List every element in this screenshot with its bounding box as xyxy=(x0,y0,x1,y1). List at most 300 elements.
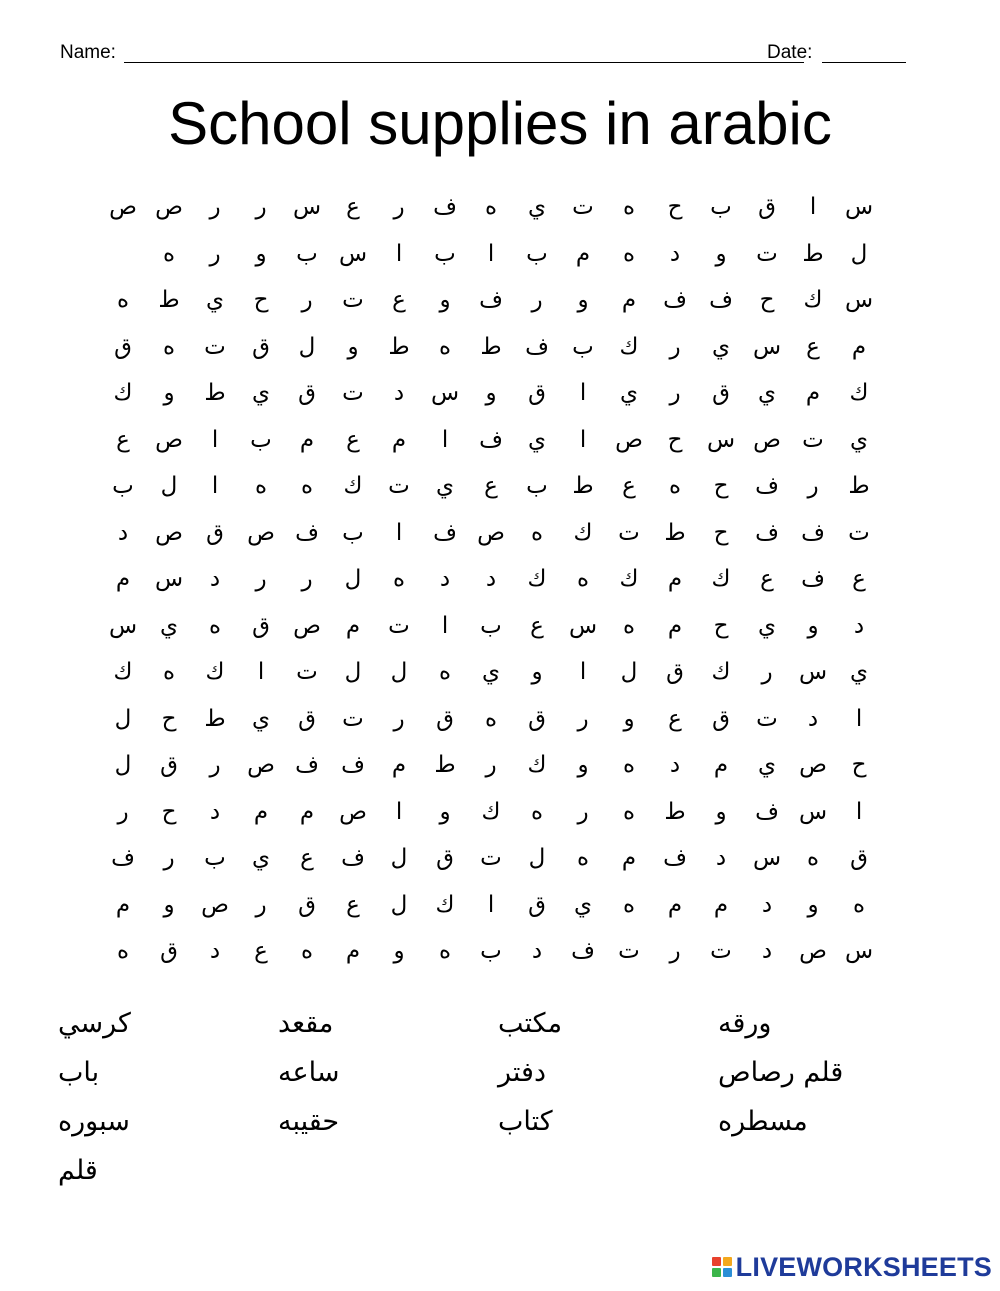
word-search-grid[interactable] xyxy=(100,184,882,975)
grid-cell[interactable]: ك xyxy=(849,380,869,407)
grid-cell[interactable]: ي xyxy=(574,891,593,918)
grid-cell[interactable]: ص xyxy=(753,426,781,453)
grid-cell[interactable]: ط xyxy=(802,240,824,267)
grid-cell[interactable]: ك xyxy=(711,659,731,686)
grid-cell[interactable]: ر xyxy=(531,287,543,314)
grid-cell[interactable]: ب xyxy=(480,938,502,965)
grid-cell[interactable]: ت xyxy=(342,287,364,314)
grid-cell[interactable]: ر xyxy=(577,705,589,732)
grid-cell[interactable]: ي xyxy=(436,473,455,500)
grid-cell[interactable]: م xyxy=(253,798,269,825)
grid-cell[interactable]: و xyxy=(623,705,635,732)
grid-cell[interactable]: ي xyxy=(758,752,777,779)
grid-cell[interactable]: ص xyxy=(477,519,505,546)
grid-cell[interactable]: ط xyxy=(388,333,410,360)
grid-cell[interactable]: ع xyxy=(116,426,130,453)
grid-cell[interactable]: ي xyxy=(758,612,777,639)
grid-cell[interactable]: ر xyxy=(301,287,313,314)
grid-cell[interactable]: ر xyxy=(669,380,681,407)
grid-cell[interactable]: ص xyxy=(799,752,827,779)
grid-cell[interactable]: ص xyxy=(109,194,137,221)
grid-cell[interactable]: م xyxy=(115,891,131,918)
grid-cell[interactable]: ط xyxy=(204,380,226,407)
grid-cell[interactable]: ه xyxy=(622,240,636,267)
grid-cell[interactable]: ص xyxy=(339,798,367,825)
grid-cell[interactable]: ع xyxy=(806,333,820,360)
grid-cell[interactable]: ك xyxy=(619,333,639,360)
grid-cell[interactable]: م xyxy=(391,426,407,453)
grid-cell[interactable]: ل xyxy=(528,845,546,872)
grid-cell[interactable]: ف xyxy=(341,752,365,779)
grid-cell[interactable]: ك xyxy=(619,566,639,593)
grid-cell[interactable]: ح xyxy=(667,194,683,221)
grid-cell[interactable]: و xyxy=(255,240,267,267)
grid-cell[interactable]: ف xyxy=(571,938,595,965)
grid-cell[interactable]: د xyxy=(485,566,497,593)
grid-cell[interactable]: ا xyxy=(395,240,403,267)
grid-cell[interactable]: ه xyxy=(622,752,636,779)
grid-cell[interactable]: ا xyxy=(395,798,403,825)
grid-cell[interactable]: ط xyxy=(204,705,226,732)
grid-cell[interactable]: ه xyxy=(484,194,498,221)
grid-cell[interactable]: ح xyxy=(667,426,683,453)
grid-cell[interactable]: ل xyxy=(390,891,408,918)
grid-cell[interactable]: م xyxy=(299,426,315,453)
grid-cell[interactable]: ر xyxy=(393,705,405,732)
grid-cell[interactable]: ح xyxy=(713,612,729,639)
grid-cell[interactable]: د xyxy=(209,798,221,825)
grid-cell[interactable]: ي xyxy=(528,426,547,453)
grid-cell[interactable]: ع xyxy=(852,566,866,593)
grid-cell[interactable]: ا xyxy=(579,380,587,407)
grid-cell[interactable]: د xyxy=(761,938,773,965)
grid-cell[interactable]: ف xyxy=(479,426,503,453)
grid-cell[interactable]: ل xyxy=(390,845,408,872)
grid-cell[interactable]: ا xyxy=(441,612,449,639)
grid-cell[interactable]: ي xyxy=(482,659,501,686)
grid-cell[interactable]: ك xyxy=(481,798,501,825)
grid-cell[interactable]: ا xyxy=(487,891,495,918)
grid-cell[interactable]: ط xyxy=(158,287,180,314)
grid-cell[interactable]: ص xyxy=(799,938,827,965)
grid-cell[interactable]: ص xyxy=(293,612,321,639)
grid-cell[interactable]: ي xyxy=(252,380,271,407)
grid-cell[interactable]: ا xyxy=(395,519,403,546)
grid-cell[interactable]: ا xyxy=(211,426,219,453)
grid-cell[interactable]: م xyxy=(805,380,821,407)
grid-cell[interactable]: ه xyxy=(162,659,176,686)
grid-cell[interactable]: ب xyxy=(710,194,732,221)
grid-cell[interactable]: و xyxy=(393,938,405,965)
grid-cell[interactable]: ه xyxy=(622,194,636,221)
grid-cell[interactable]: س xyxy=(844,938,874,965)
grid-cell[interactable]: ف xyxy=(433,519,457,546)
grid-cell[interactable]: ه xyxy=(668,473,682,500)
grid-cell[interactable]: ا xyxy=(441,426,449,453)
grid-cell[interactable]: ف xyxy=(755,798,779,825)
grid-cell[interactable]: ط xyxy=(434,752,456,779)
grid-cell[interactable]: ا xyxy=(211,473,219,500)
grid-cell[interactable]: م xyxy=(575,240,591,267)
grid-cell[interactable]: ت xyxy=(480,845,502,872)
word-bank-item: دفتر xyxy=(498,1057,546,1088)
grid-cell[interactable]: ر xyxy=(117,798,129,825)
grid-cell[interactable]: ت xyxy=(342,380,364,407)
grid-cell[interactable]: ل xyxy=(344,566,362,593)
grid-cell[interactable]: ق xyxy=(298,380,316,407)
grid-cell[interactable]: ل xyxy=(298,333,316,360)
grid-cell[interactable]: ك xyxy=(711,566,731,593)
grid-cell[interactable]: ي xyxy=(252,845,271,872)
grid-cell[interactable]: ع xyxy=(346,891,360,918)
grid-cell[interactable]: ص xyxy=(247,752,275,779)
grid-cell[interactable]: ت xyxy=(802,426,824,453)
grid-cell[interactable]: ه xyxy=(530,519,544,546)
grid-cell[interactable]: ا xyxy=(579,426,587,453)
grid-cell[interactable]: ب xyxy=(112,473,134,500)
grid-cell[interactable]: ك xyxy=(343,473,363,500)
grid-cell[interactable]: ع xyxy=(622,473,636,500)
grid-cell[interactable]: ر xyxy=(255,891,267,918)
grid-cell[interactable]: د xyxy=(117,519,129,546)
grid-cell[interactable]: ر xyxy=(209,194,221,221)
grid-cell[interactable] xyxy=(100,231,146,278)
grid-cell[interactable]: م xyxy=(667,566,683,593)
grid-cell[interactable]: ل xyxy=(114,752,132,779)
grid-cell[interactable]: س xyxy=(430,380,460,407)
grid-cell[interactable]: ص xyxy=(247,519,275,546)
grid-cell[interactable]: ط xyxy=(572,473,594,500)
grid-cell[interactable]: د xyxy=(761,891,773,918)
grid-cell[interactable]: س xyxy=(844,194,874,221)
grid-cell[interactable]: ع xyxy=(392,287,406,314)
grid-cell[interactable]: ح xyxy=(161,705,177,732)
grid-cell[interactable]: ه xyxy=(622,612,636,639)
grid-cell[interactable]: ك xyxy=(435,891,455,918)
grid-cell[interactable]: ك xyxy=(113,659,133,686)
grid-cell[interactable]: ر xyxy=(255,194,267,221)
grid-cell[interactable]: ل xyxy=(114,705,132,732)
grid-cell[interactable]: ع xyxy=(254,938,268,965)
grid-cell[interactable]: ص xyxy=(155,519,183,546)
grid-cell[interactable]: ح xyxy=(713,519,729,546)
grid-cell[interactable]: س xyxy=(338,240,368,267)
grid-cell[interactable]: س xyxy=(752,333,782,360)
grid-cell[interactable]: ر xyxy=(485,752,497,779)
grid-cell[interactable]: س xyxy=(108,612,138,639)
grid-cell[interactable]: ق xyxy=(712,380,730,407)
grid-cell[interactable]: م xyxy=(621,845,637,872)
grid-cell[interactable]: ل xyxy=(390,659,408,686)
grid-cell[interactable]: ع xyxy=(346,194,360,221)
grid-cell[interactable]: ف xyxy=(433,194,457,221)
grid-cell[interactable]: ك xyxy=(113,380,133,407)
grid-cell[interactable]: ق xyxy=(160,938,178,965)
grid-cell[interactable]: ر xyxy=(669,938,681,965)
grid-cell[interactable]: ل xyxy=(344,659,362,686)
grid-cell[interactable]: ل xyxy=(850,240,868,267)
grid-cell[interactable]: ق xyxy=(850,845,868,872)
logo-square xyxy=(723,1268,732,1277)
grid-cell[interactable]: ك xyxy=(527,566,547,593)
grid-cell[interactable]: ب xyxy=(204,845,226,872)
grid-cell[interactable]: ح xyxy=(759,287,775,314)
grid-cell[interactable]: ه xyxy=(438,938,452,965)
grid-cell[interactable]: ق xyxy=(712,705,730,732)
grid-cell[interactable]: ه xyxy=(576,566,590,593)
grid-cell[interactable]: ع xyxy=(346,426,360,453)
grid-cell[interactable]: ت xyxy=(756,705,778,732)
grid-cell[interactable]: ط xyxy=(480,333,502,360)
grid-cell[interactable]: ص xyxy=(155,426,183,453)
grid-cell[interactable]: و xyxy=(577,287,589,314)
grid-cell[interactable]: ه xyxy=(806,845,820,872)
grid-cell[interactable]: ر xyxy=(301,566,313,593)
grid-cell[interactable]: ت xyxy=(342,705,364,732)
grid-cell[interactable]: ط xyxy=(664,798,686,825)
grid-cell[interactable]: ف xyxy=(295,519,319,546)
grid-cell[interactable]: ق xyxy=(160,752,178,779)
grid-cell[interactable]: ي xyxy=(712,333,731,360)
date-input-line[interactable] xyxy=(822,62,906,63)
grid-cell[interactable]: ر xyxy=(669,333,681,360)
grid-cell[interactable]: ف xyxy=(755,473,779,500)
grid-cell[interactable]: د xyxy=(209,938,221,965)
grid-cell[interactable]: ع xyxy=(668,705,682,732)
grid-cell[interactable]: س xyxy=(752,845,782,872)
grid-cell[interactable]: ط xyxy=(848,473,870,500)
grid-cell[interactable]: ب xyxy=(480,612,502,639)
grid-cell[interactable]: ت xyxy=(388,612,410,639)
grid-cell[interactable]: ق xyxy=(528,705,546,732)
grid-cell[interactable]: و xyxy=(485,380,497,407)
grid-cell[interactable]: ي xyxy=(160,612,179,639)
grid-cell[interactable]: د xyxy=(439,566,451,593)
grid-cell[interactable]: ا xyxy=(487,240,495,267)
grid-cell[interactable]: ا xyxy=(809,194,817,221)
grid-cell[interactable]: ح xyxy=(161,798,177,825)
word-bank-item: كتاب xyxy=(498,1106,553,1137)
grid-cell[interactable]: د xyxy=(669,752,681,779)
grid-cell[interactable]: ف xyxy=(525,333,549,360)
grid-cell[interactable]: و xyxy=(163,380,175,407)
grid-cell[interactable]: و xyxy=(715,240,727,267)
grid-cell[interactable]: ر xyxy=(255,566,267,593)
grid-cell[interactable]: ع xyxy=(300,845,314,872)
grid-cell[interactable]: د xyxy=(853,612,865,639)
grid-cell[interactable]: ر xyxy=(761,659,773,686)
grid-cell[interactable]: م xyxy=(667,891,683,918)
word-bank-item: مقعد xyxy=(278,1008,334,1039)
grid-cell[interactable]: ص xyxy=(201,891,229,918)
grid-cell[interactable]: ف xyxy=(755,519,779,546)
grid-cell[interactable]: ر xyxy=(209,240,221,267)
grid-cell[interactable]: ف xyxy=(111,845,135,872)
grid-cell[interactable]: ه xyxy=(300,938,314,965)
grid-cell[interactable]: ب xyxy=(296,240,318,267)
grid-cell[interactable]: م xyxy=(667,612,683,639)
liveworksheets-logo xyxy=(712,1252,992,1282)
grid-cell[interactable]: م xyxy=(115,566,131,593)
grid-cell[interactable]: ي xyxy=(850,426,869,453)
grid-cell[interactable]: ك xyxy=(803,287,823,314)
grid-cell[interactable]: ر xyxy=(209,752,221,779)
grid-cell[interactable]: و xyxy=(715,798,727,825)
grid-cell[interactable]: ي xyxy=(758,380,777,407)
grid-cell[interactable]: ك xyxy=(527,752,547,779)
grid-cell[interactable]: د xyxy=(715,845,727,872)
grid-cell[interactable]: ك xyxy=(573,519,593,546)
grid-cell[interactable]: ق xyxy=(528,380,546,407)
grid-cell[interactable]: ع xyxy=(530,612,544,639)
grid-cell[interactable]: م xyxy=(345,612,361,639)
grid-cell[interactable]: م xyxy=(713,752,729,779)
grid-cell[interactable]: ص xyxy=(155,194,183,221)
grid-cell[interactable]: ف xyxy=(709,287,733,314)
grid-cell[interactable]: ق xyxy=(206,519,224,546)
grid-cell[interactable]: ي xyxy=(850,659,869,686)
grid-cell[interactable]: ت xyxy=(618,519,640,546)
grid-cell[interactable]: ق xyxy=(298,891,316,918)
grid-cell[interactable]: و xyxy=(531,659,543,686)
grid-cell[interactable]: ا xyxy=(855,798,863,825)
grid-cell[interactable]: ق xyxy=(252,333,270,360)
grid-cell[interactable]: م xyxy=(713,891,729,918)
grid-cell[interactable]: ه xyxy=(254,473,268,500)
grid-cell[interactable]: س xyxy=(568,612,598,639)
grid-cell[interactable]: ق xyxy=(436,845,454,872)
grid-cell[interactable]: ع xyxy=(484,473,498,500)
grid-cell[interactable]: ح xyxy=(851,752,867,779)
grid-cell[interactable]: ع xyxy=(760,566,774,593)
grid-cell[interactable]: ح xyxy=(713,473,729,500)
grid-cell[interactable]: ه xyxy=(622,798,636,825)
grid-cell[interactable]: ك xyxy=(205,659,225,686)
grid-cell[interactable]: ه xyxy=(116,287,130,314)
grid-cell[interactable]: ص xyxy=(615,426,643,453)
grid-cell[interactable]: ر xyxy=(393,194,405,221)
grid-cell[interactable]: ه xyxy=(530,798,544,825)
word-bank-item: سبوره xyxy=(58,1106,130,1137)
grid-cell[interactable]: ه xyxy=(852,891,866,918)
grid-cell[interactable]: س xyxy=(798,659,828,686)
grid-cell[interactable]: ف xyxy=(801,519,825,546)
grid-cell[interactable]: ا xyxy=(855,705,863,732)
grid-cell[interactable]: ه xyxy=(162,240,176,267)
grid-cell[interactable]: ت xyxy=(618,938,640,965)
grid-cell[interactable]: ق xyxy=(298,705,316,732)
grid-cell[interactable]: ف xyxy=(801,566,825,593)
grid-cell[interactable]: ه xyxy=(116,938,130,965)
grid-cell[interactable]: ت xyxy=(756,240,778,267)
grid-cell[interactable]: ب xyxy=(526,473,548,500)
grid-cell[interactable]: ف xyxy=(663,845,687,872)
grid-cell[interactable]: م xyxy=(621,287,637,314)
grid-cell[interactable]: س xyxy=(798,798,828,825)
grid-cell[interactable]: و xyxy=(439,287,451,314)
grid-cell[interactable]: ق xyxy=(758,194,776,221)
grid-cell[interactable]: و xyxy=(577,752,589,779)
grid-cell[interactable]: ي xyxy=(206,287,225,314)
grid-cell[interactable]: م xyxy=(345,938,361,965)
grid-cell[interactable]: ت xyxy=(848,519,870,546)
grid-cell[interactable]: ب xyxy=(572,333,594,360)
grid-cell[interactable]: ه xyxy=(208,612,222,639)
grid-cell[interactable]: ق xyxy=(666,659,684,686)
grid-cell[interactable]: م xyxy=(851,333,867,360)
grid-cell[interactable]: د xyxy=(807,705,819,732)
grid-cell[interactable]: ه xyxy=(392,566,406,593)
grid-cell[interactable]: ق xyxy=(252,612,270,639)
grid-cell[interactable]: ه xyxy=(300,473,314,500)
grid-cell[interactable]: و xyxy=(807,891,819,918)
grid-cell[interactable]: س xyxy=(844,287,874,314)
grid-cell[interactable]: ي xyxy=(528,194,547,221)
name-input-line[interactable] xyxy=(124,62,804,63)
grid-cell[interactable]: ر xyxy=(807,473,819,500)
grid-cell[interactable]: ت xyxy=(296,659,318,686)
grid-cell[interactable]: ه xyxy=(622,891,636,918)
grid-cell[interactable]: ت xyxy=(204,333,226,360)
grid-cell[interactable]: م xyxy=(299,798,315,825)
grid-cell[interactable]: س xyxy=(154,566,184,593)
word-bank-item: قلم رصاص xyxy=(718,1057,844,1088)
grid-cell[interactable]: ب xyxy=(342,519,364,546)
grid-cell[interactable]: ر xyxy=(577,798,589,825)
grid-cell[interactable]: د xyxy=(531,938,543,965)
grid-cell[interactable]: ب xyxy=(526,240,548,267)
grid-cell[interactable]: ه xyxy=(438,659,452,686)
grid-cell[interactable]: م xyxy=(391,752,407,779)
grid-cell[interactable]: ف xyxy=(295,752,319,779)
grid-cell[interactable]: س xyxy=(292,194,322,221)
grid-cell[interactable]: ه xyxy=(576,845,590,872)
word-bank xyxy=(58,1000,938,1196)
grid-cell[interactable]: و xyxy=(347,333,359,360)
grid-cell[interactable]: ت xyxy=(710,938,732,965)
grid-cell[interactable]: ل xyxy=(160,473,178,500)
grid-cell[interactable]: ط xyxy=(664,519,686,546)
grid-cell[interactable]: ق xyxy=(436,705,454,732)
grid-cell[interactable]: د xyxy=(669,240,681,267)
grid-cell[interactable]: ر xyxy=(163,845,175,872)
grid-cell[interactable]: د xyxy=(393,380,405,407)
grid-cell[interactable]: ي xyxy=(252,705,271,732)
grid-cell[interactable]: ا xyxy=(579,659,587,686)
grid-cell[interactable]: ف xyxy=(663,287,687,314)
grid-cell[interactable]: ه xyxy=(484,705,498,732)
grid-cell[interactable]: ق xyxy=(528,891,546,918)
grid-cell[interactable]: ل xyxy=(620,659,638,686)
grid-cell[interactable]: ه xyxy=(162,333,176,360)
grid-cell[interactable]: ت xyxy=(388,473,410,500)
grid-cell[interactable]: ت xyxy=(572,194,594,221)
grid-cell[interactable]: ف xyxy=(341,845,365,872)
grid-cell[interactable]: ف xyxy=(479,287,503,314)
grid-cell[interactable]: ب xyxy=(434,240,456,267)
grid-cell[interactable]: ح xyxy=(253,287,269,314)
grid-cell[interactable]: و xyxy=(439,798,451,825)
grid-cell[interactable]: ا xyxy=(257,659,265,686)
grid-cell[interactable]: و xyxy=(163,891,175,918)
grid-cell[interactable]: و xyxy=(807,612,819,639)
grid-cell[interactable]: د xyxy=(209,566,221,593)
grid-cell[interactable]: س xyxy=(706,426,736,453)
grid-cell[interactable]: ب xyxy=(250,426,272,453)
grid-cell[interactable]: ق xyxy=(114,333,132,360)
grid-cell[interactable]: ه xyxy=(438,333,452,360)
grid-cell[interactable]: ي xyxy=(620,380,639,407)
